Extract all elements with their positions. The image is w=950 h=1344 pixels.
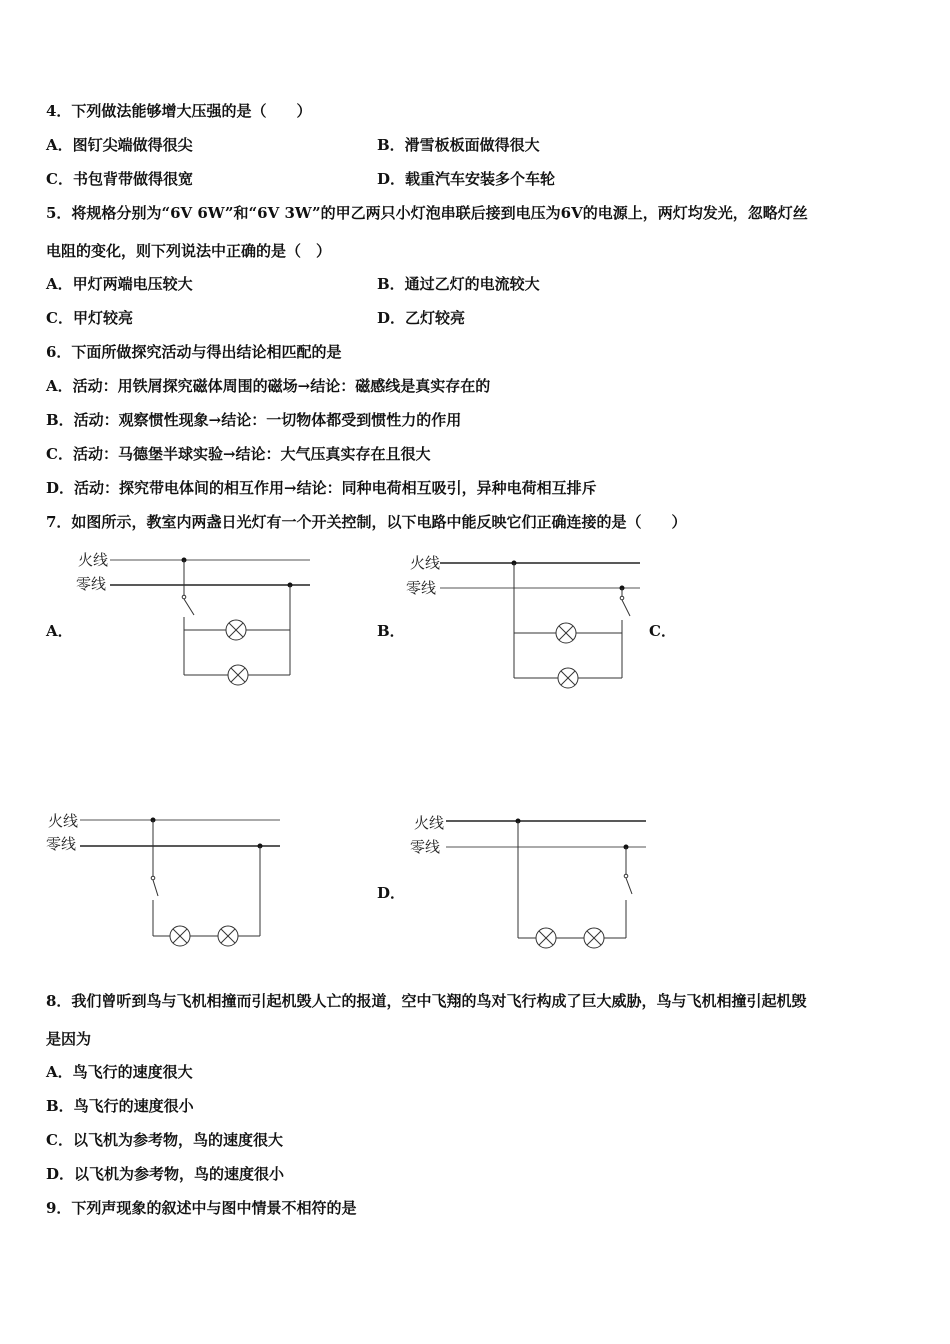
q6-option-d: D．活动：探究带电体间的相互作用→结论：同种电荷相互吸引，异种电荷相互排斥: [46, 479, 597, 497]
q5-option-d: D．乙灯较亮: [377, 309, 466, 327]
q8-option-c: C．以飞机为参考物，鸟的速度很大: [46, 1131, 283, 1149]
q6-option-c: C．活动：马德堡半球实验→结论：大气压真实存在且很大: [46, 445, 431, 463]
circuit-a-label: A．: [46, 622, 73, 640]
switch-icon: [153, 880, 158, 896]
switch-icon: [626, 878, 632, 894]
circuit-diagram-c: [44, 806, 294, 956]
live-wire-label: 火线: [48, 812, 79, 830]
q9-stem: 9．下列声现象的叙述中与图中情景不相符的是: [46, 1199, 357, 1217]
circuit-c-label: C．: [649, 622, 676, 640]
lamp-icon: [170, 926, 190, 946]
q7-stem: 7．如图所示，教室内两盏日光灯有一个开关控制，以下电路中能反映它们正确连接的是（ ）: [46, 513, 687, 531]
q8-option-d: D．以飞机为参考物，鸟的速度很小: [46, 1165, 285, 1183]
switch-icon: [622, 600, 630, 616]
q8-option-b: B．鸟飞行的速度很小: [46, 1097, 194, 1115]
circuit-b-label: B．: [377, 622, 405, 640]
q6-option-b: B．活动：观察惯性现象→结论：一切物体都受到惯性力的作用: [46, 411, 462, 429]
q8-stem-line1: 8．我们曾听到鸟与飞机相撞而引起机毁人亡的报道，空中飞翔的鸟对飞行构成了巨大威胁，鸟与飞机相撞引起机毁: [46, 992, 807, 1010]
q4-option-a: A．图钉尖端做得很尖: [46, 136, 193, 154]
lamp-icon: [556, 623, 576, 643]
circuit-diagram-b: [400, 548, 650, 698]
lamp-icon: [536, 928, 556, 948]
lamp-icon: [558, 668, 578, 688]
neutral-wire-label: 零线: [76, 575, 107, 593]
q4-option-b: B．滑雪板板面做得很大: [377, 136, 540, 154]
q5-option-b: B．通过乙灯的电流较大: [377, 275, 540, 293]
lamp-icon: [584, 928, 604, 948]
q5-option-a: A．甲灯两端电压较大: [46, 275, 193, 293]
live-wire-label: 火线: [78, 551, 109, 569]
q8-stem-line2: 是因为: [46, 1030, 92, 1048]
q6-stem: 6．下面所做探究活动与得出结论相匹配的是: [46, 343, 342, 361]
lamp-icon: [218, 926, 238, 946]
live-wire-label: 火线: [414, 814, 445, 832]
neutral-wire-label: 零线: [46, 835, 77, 853]
live-wire-label: 火线: [410, 554, 441, 572]
neutral-wire-label: 零线: [406, 579, 437, 597]
q4-option-c: C．书包背带做得很宽: [46, 170, 193, 188]
q8-option-a: A．鸟飞行的速度很大: [46, 1063, 193, 1081]
q5-stem-line1: 5．将规格分别为“6V 6W”和“6V 3W”的甲乙两只小灯泡串联后接到电压为6V的电源上，两灯均发光，忽略灯丝: [46, 204, 808, 222]
q4-stem: 4．下列做法能够增大压强的是（ ）: [46, 102, 312, 120]
circuit-d-label: D．: [377, 884, 406, 902]
switch-icon: [184, 599, 194, 615]
q5-option-c: C．甲灯较亮: [46, 309, 133, 327]
circuit-diagram-a: [70, 545, 320, 695]
q6-option-a: A．活动：用铁屑探究磁体周围的磁场→结论：磁感线是真实存在的: [46, 377, 491, 395]
q4-option-d: D．载重汽车安装多个车轮: [377, 170, 556, 188]
lamp-icon: [226, 620, 246, 640]
lamp-icon: [228, 665, 248, 685]
circuit-diagram-d: [408, 808, 658, 958]
neutral-wire-label: 零线: [410, 838, 441, 856]
q5-stem-line2: 电阻的变化，则下列说法中正确的是（ ）: [46, 242, 332, 260]
